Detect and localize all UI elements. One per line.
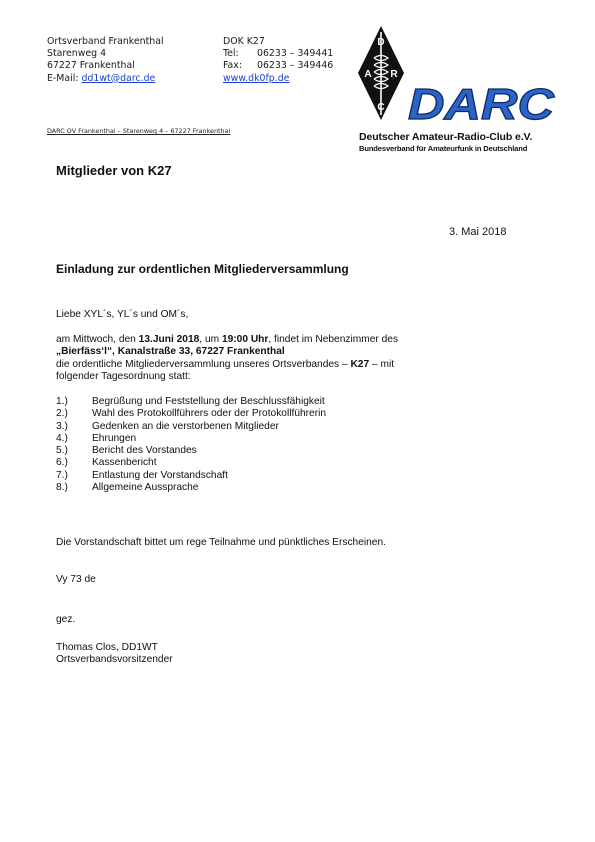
agenda-text: Gedenken an die verstorbenen Mitglieder [92, 420, 279, 432]
intro-paragraph [56, 334, 398, 383]
agenda-item [56, 482, 326, 494]
logo-letter-d: D [377, 37, 385, 48]
agenda-item [56, 470, 326, 482]
agenda-text: Allgemeine Aussprache [92, 482, 199, 494]
intro-line-1 [56, 334, 398, 346]
street: Starenweg 4 [47, 48, 107, 60]
agenda-list [56, 396, 326, 494]
meeting-venue: „Bierfäss‘l“, Kanalstraße 33, 67227 Frankenthal [56, 346, 285, 358]
intro-text-5: – mit [369, 358, 395, 370]
agenda-item [56, 445, 326, 457]
subject-line: Einladung zur ordentlichen Mitgliederversammlung [56, 262, 349, 276]
agenda-number: 5.) [56, 445, 68, 457]
fax-label: Fax: [223, 60, 242, 72]
agenda-item [56, 396, 326, 408]
intro-text-2: , um [199, 334, 222, 345]
tel-label: Tel: [223, 48, 239, 60]
meeting-date: 13.Juni 2018 [138, 334, 200, 345]
agenda-text: Kassenbericht [92, 457, 157, 469]
web-line [223, 73, 333, 85]
agenda-number: 2.) [56, 408, 68, 420]
signature-block [56, 642, 173, 667]
logo-letter-r: R [390, 69, 398, 80]
city: 67227 Frankenthal [47, 60, 135, 72]
agenda-number: 3.) [56, 420, 68, 432]
agenda-text: Ehrungen [92, 432, 137, 444]
intro-line-4: folgender Tagesordnung statt: [56, 370, 191, 382]
dok-code: K27 [350, 358, 370, 370]
agenda-number: 8.) [56, 482, 68, 494]
org-name: Ortsverband Frankenthal [47, 36, 164, 47]
tel-number: 06233 – 349441 [257, 48, 334, 60]
email-link[interactable]: dd1wt@darc.de [81, 72, 156, 84]
letter-date: 3. Mai 2018 [449, 226, 507, 238]
email-line [47, 73, 164, 85]
logo-letter-a: A [364, 69, 372, 80]
intro-text-4: die ordentliche Mitgliederversammlung unseres Ortsverbandes – [56, 358, 351, 370]
sender-address-block [47, 36, 164, 85]
recipient: Mitglieder von K27 [56, 163, 172, 178]
logo-wordmark: DARC [408, 80, 556, 129]
logo-tagline-1: Deutscher Amateur-Radio-Club e.V. [359, 131, 533, 143]
agenda-number: 7.) [56, 469, 68, 481]
agenda-number: 6.) [56, 457, 68, 469]
logo-tagline-2: Bundesverband für Amateurfunk in Deutschland [359, 144, 528, 153]
fax-line [223, 60, 333, 72]
greeting: Vy 73 de [56, 574, 96, 585]
closing-sentence: Die Vorstandschaft bittet um rege Teilnahme und pünktliches Erscheinen. [56, 537, 386, 548]
intro-text-1: am Mittwoch, den [56, 334, 139, 345]
intro-line-2 [56, 346, 398, 358]
agenda-text: Wahl des Protokollführers oder der Protokollführerin [92, 408, 327, 420]
agenda-text: Entlastung der Vorstandschaft [92, 469, 228, 481]
contact-block [223, 36, 333, 85]
email-label: E-Mail: [47, 72, 79, 84]
agenda-text: Begrüßung und Feststellung der Beschlussfähigkeit [92, 396, 325, 407]
agenda-item [56, 408, 326, 420]
salutation: Liebe XYL´s, YL´s und OM´s, [56, 309, 189, 320]
meeting-time: 19:00 Uhr [221, 334, 269, 345]
darc-logo [356, 24, 562, 134]
agenda-item [56, 433, 326, 445]
intro-text-3: , findet im Nebenzimmer des [268, 334, 399, 345]
agenda-item [56, 457, 326, 469]
agenda-number: 4.) [56, 432, 68, 444]
agenda-item [56, 421, 326, 433]
gez-label: gez. [56, 614, 76, 625]
dok: DOK K27 [223, 36, 265, 47]
logo-letter-c: C [377, 102, 385, 113]
sender-return-line: DARC OV Frankenthal – Starenweg 4 – 67227 Frankenthal [47, 127, 231, 135]
intro-line-3 [56, 359, 398, 371]
tel-line [223, 48, 333, 60]
agenda-number: 1.) [56, 396, 68, 407]
fax-number: 06233 – 349446 [257, 60, 334, 72]
website-link[interactable]: www.dk0fp.de [223, 72, 290, 84]
signer-title: Ortsverbandsvorsitzender [56, 654, 173, 666]
agenda-text: Bericht des Vorstandes [92, 445, 197, 457]
signer-name: Thomas Clos, DD1WT [56, 642, 158, 653]
